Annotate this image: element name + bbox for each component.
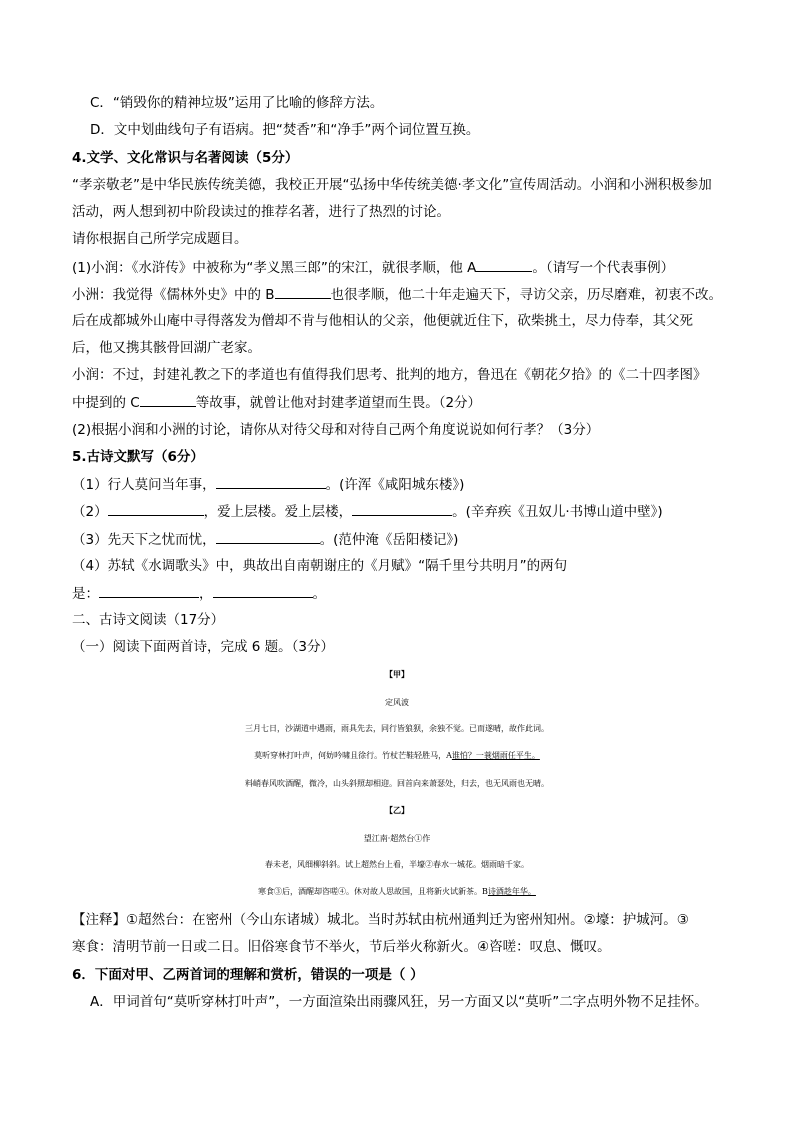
answer-blank-b[interactable] [275,285,331,299]
answer-blank-c[interactable] [140,393,196,407]
section-2-title: 二、古诗文阅读（17分） [72,612,225,628]
q5-item-2-source: 。(辛弃疾《丑奴儿·书博山道中壁》) [452,504,663,520]
q5-item-2 [72,502,663,521]
poem-a-line-1-text: 莫听穿林打叶声，何妨吟啸且徐行。竹杖芒鞋轻胜马，A [254,751,452,760]
poem-b-label: 【乙】 [385,806,409,815]
choice-c: C．“销毁你的精神垃圾”运用了比喻的修辞方法。 [90,95,384,111]
poem-b-line-2-text: 寒食③后，酒醒却咨嗟④。休对故人思故国，且将新火试新茶。B [258,887,488,896]
q5-item-1 [72,475,464,494]
q4-paragraph-3: 后在成都城外山庵中寻得落发为僧却不肯与他相认的父亲，他便就近住下，砍柴挑土，尽力侍奉，其父死 [72,313,693,329]
poem-b-title: 望江南·超然台①作 [363,834,431,843]
answer-blank-q5-4a[interactable] [99,584,199,598]
answer-blank-q5-4b[interactable] [213,584,313,598]
choice-d: D．文中划曲线句子有语病。把“焚香”和“净手”两个词位置互换。 [90,122,480,138]
q5-item-1-text: （1）行人莫问当年事， [72,477,216,493]
q4-part1-text: (1)小润：《水浒传》中被称为“孝义黑三郎”的宋江，就很孝顺，他 A [72,260,477,276]
q4-intro-1: “孝亲敬老”是中华民族传统美德，我校正开展“弘扬中华传统美德·孝文化”宣传周活动。小润和小洲积极参加 [72,177,712,193]
q5-item-2-num: （2） [72,504,108,520]
q4-part2 [72,285,722,304]
q4-part1 [72,258,674,277]
q5-item-1-source: 。(许浑《咸阳城东楼》) [325,477,465,493]
q4-part3-suffix: 等故事，就曾让他对封建孝道望而生畏。（2分） [195,395,482,411]
poem-b-line-2 [0,883,794,901]
answer-blank-a[interactable] [476,258,532,272]
q5-item-4: （4）苏轼《水调歌头》中，典故出自南朝谢庄的《月赋》“隔千里兮共明月”的两句 [72,558,568,574]
poem-a-line-1 [0,747,794,765]
answer-blank-q5-3[interactable] [216,530,320,544]
q4-part3-text: 中提到的 C [72,395,140,411]
q5-item-4-label: 是： [72,586,99,602]
q5-title: 5.古诗文默写（6分） [72,449,204,465]
q4-part1-suffix: 。（请写一个代表事例） [532,260,675,276]
q5-item-4-period: 。 [312,586,326,602]
poem-a-underlined: 谁怕？一蓑烟雨任平生。 [451,751,540,760]
answer-blank-q5-2a[interactable] [108,502,204,516]
answer-blank-q5-1[interactable] [216,475,326,489]
q4-intro-2: 活动，两人想到初中阶段读过的推荐名著，进行了热烈的讨论。 [72,204,450,220]
q4-part3 [72,393,481,412]
poem-b-underlined: 诗酒趁年华。 [487,887,536,896]
section-2-subtitle: （一）阅读下面两首诗，完成 6 题。（3分） [72,639,335,655]
annotation-line-2: 寒食：清明节前一日或二日。旧俗寒食节不举火，节后举火称新火。④咨嗟：叹息、慨叹。 [72,939,611,955]
poem-b-line-1: 春未老，风细柳斜斜。试上超然台上看，半壕②春水一城花。烟雨暗千家。 [265,860,529,869]
q6-option-a: A．甲词首句“莫听穿林打叶声”，一方面渲染出雨骤风狂，另一方面又以“莫听”二字点明外物不足挂怀。 [90,994,708,1010]
annotation-line-1: 【注释】①超然台：在密州（今山东诸城）城北。当时苏轼由杭州通判迁为密州知州。②壕：护城河。③ [72,912,689,928]
poem-a-line-2: 料峭春风吹酒醒，微冷，山头斜照却相迎。回首向来萧瑟处，归去，也无风雨也无晴。 [245,779,549,788]
q4-part2-suffix: 也很孝顺，他二十年走遍天下，寻访父亲，历尽磨难，初衷不改。 [330,287,723,303]
q4-question-2: (2)根据小润和小洲的讨论，请你从对待父母和对待自己两个角度说说如何行孝？（3分） [72,422,600,438]
q4-intro-3: 请你根据自己所学完成题目。 [72,231,248,247]
q6-title: 6．下面对甲、乙两首词的理解和赏析，错误的一项是（ ） [72,967,424,983]
q5-item-4-comma: ， [199,586,213,602]
q4-paragraph-5: 小润：不过，封建礼教之下的孝道也有值得我们思考、批判的地方，鲁迅在《朝花夕拾》的《二十四孝图》 [72,367,707,383]
poem-a-label: 【甲】 [385,670,409,679]
q4-part2-text: 小洲：我觉得《儒林外史》中的 B [72,287,275,303]
poem-a-preface: 三月七日，沙湖道中遇雨，雨具先去，同行皆狼狈，余独不觉。已而遂晴，故作此词。 [245,724,549,733]
q4-title: 4.文学、文化常识与名著阅读（5分） [72,150,299,166]
poem-a-title: 定风波 [385,698,409,707]
q5-item-4-answer [72,584,326,603]
q5-item-2-text: ，爱上层楼。爱上层楼， [203,504,353,520]
answer-blank-q5-2b[interactable] [352,502,452,516]
q5-item-3-source: 。(范仲淹《岳阳楼记》) [319,532,459,548]
q5-item-3-text: （3）先天下之忧而忧， [72,532,216,548]
q4-paragraph-4: 后，他又携其骸骨回湖广老家。 [72,340,261,356]
q5-item-3 [72,530,458,549]
